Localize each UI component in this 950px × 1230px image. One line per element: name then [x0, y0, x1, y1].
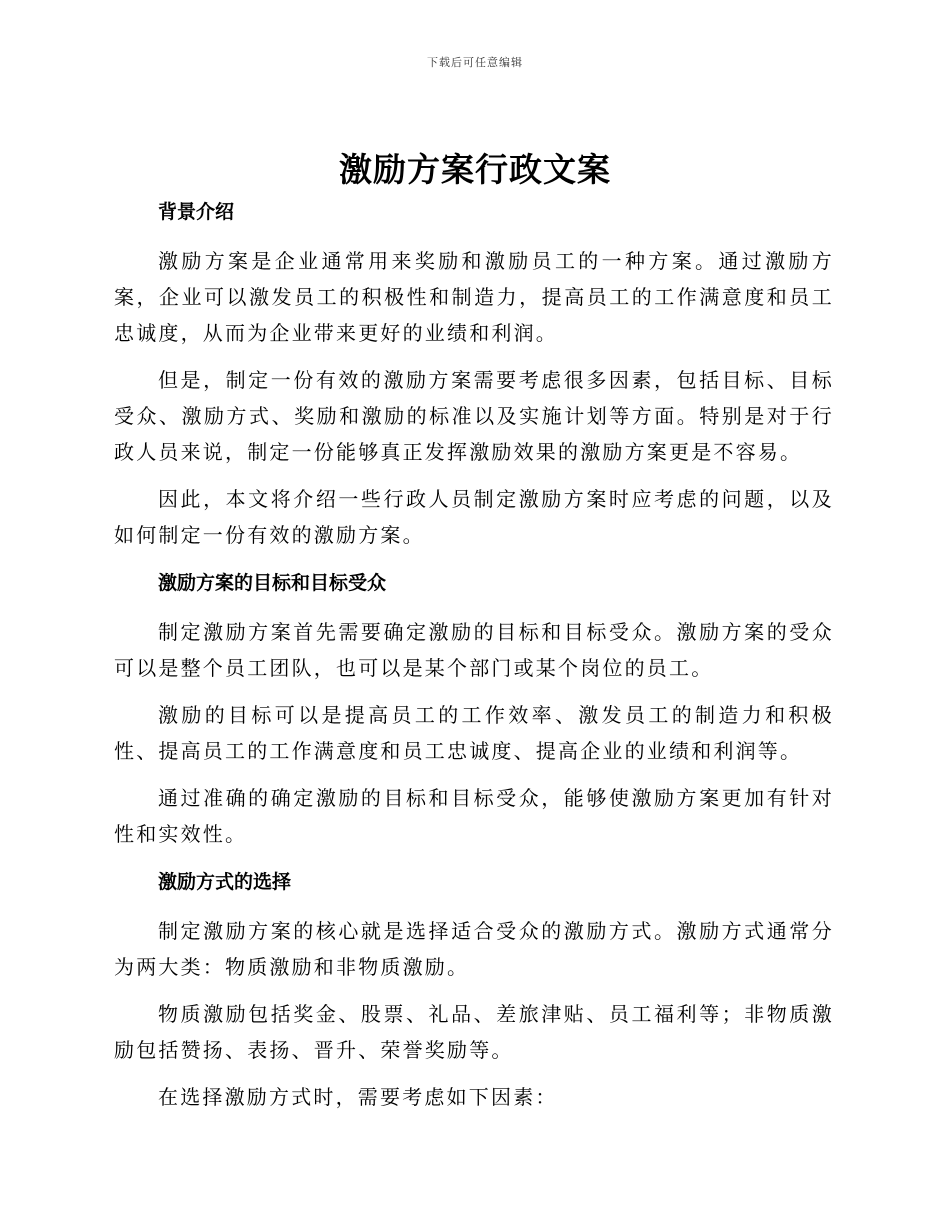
- paragraph: 通过准确的确定激励的目标和目标受众，能够使激励方案更加有针对性和实效性。: [114, 786, 834, 846]
- section-heading: 激励方案的目标和目标受众: [158, 572, 387, 594]
- section-incentive-methods: [114, 867, 834, 1115]
- paragraph: 制定激励方案首先需要确定激励的目标和目标受众。激励方案的受众可以是整个员工团队，也可以是某个部门或某个岗位的员工。: [114, 620, 834, 680]
- paragraph: 制定激励方案的核心就是选择适合受众的激励方式。激励方式通常分为两大类：物质激励和非物质激励。: [114, 919, 834, 979]
- paragraph: 因此，本文将介绍一些行政人员制定激励方案时应考虑的问题，以及如何制定一份有效的激励方案。: [114, 487, 834, 547]
- paragraph: 在选择激励方式时，需要考虑如下因素：: [158, 1085, 558, 1109]
- section-heading: 激励方式的选择: [158, 871, 292, 893]
- section-goals-audience: [114, 568, 834, 852]
- section-heading: 背景介绍: [158, 201, 235, 223]
- document-body: [114, 197, 834, 1126]
- paragraph: 但是，制定一份有效的激励方案需要考虑很多因素，包括目标、目标受众、激励方式、奖励和激励的标准以及实施计划等方面。特别是对于行政人员来说，制定一份能够真正发挥激励效果的激励方案更是不容易。: [114, 368, 834, 464]
- header-note: 下载后可任意编辑: [427, 56, 523, 69]
- paragraph: 物质激励包括奖金、股票、礼品、差旅津贴、员工福利等；非物质激励包括赞扬、表扬、晋升、荣誉奖励等。: [114, 1002, 834, 1062]
- section-background: [114, 197, 834, 553]
- document-title: 激励方案行政文案: [339, 150, 611, 189]
- paragraph: 激励的目标可以是提高员工的工作效率、激发员工的制造力和积极性、提高员工的工作满意度和员工忠诚度、提高企业的业绩和利润等。: [114, 703, 834, 763]
- paragraph: 激励方案是企业通常用来奖励和激励员工的一种方案。通过激励方案，企业可以激发员工的积极性和制造力，提高员工的工作满意度和员工忠诚度，从而为企业带来更好的业绩和利润。: [114, 249, 834, 345]
